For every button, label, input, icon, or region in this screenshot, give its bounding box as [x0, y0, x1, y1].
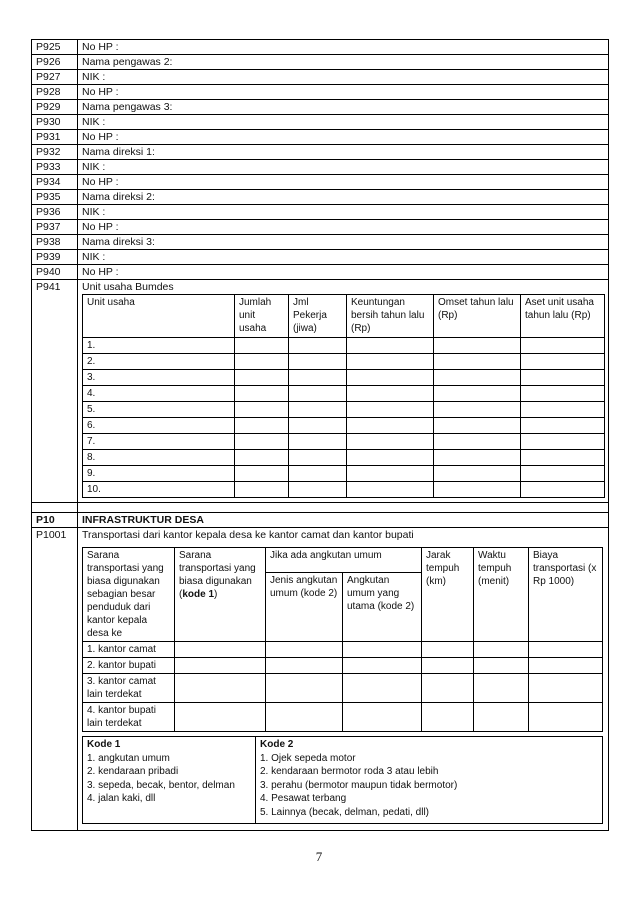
input-cell[interactable]: [289, 434, 347, 450]
kode1-item: 3. sepeda, becak, bentor, delman: [87, 779, 235, 791]
input-cell[interactable]: [266, 658, 343, 674]
question-row: [31, 190, 609, 205]
question-code: P940: [32, 265, 78, 279]
question-text: Transportasi dari kantor kepala desa ke kantor camat dan kantor bupati: [82, 529, 414, 541]
input-cell[interactable]: [343, 674, 422, 703]
simple-rows: [31, 39, 609, 280]
input-cell[interactable]: [474, 703, 529, 732]
question-row: [31, 130, 609, 145]
input-cell[interactable]: [521, 402, 605, 418]
input-cell[interactable]: [434, 418, 521, 434]
destination-label: 2. kantor bupati: [83, 658, 175, 674]
question-code: P930: [32, 115, 78, 129]
row-number: 9.: [83, 466, 235, 482]
input-cell[interactable]: [266, 642, 343, 658]
row-number: 8.: [83, 450, 235, 466]
kode1-item: 1. angkutan umum: [87, 752, 170, 764]
input-cell[interactable]: [289, 370, 347, 386]
question-code: P937: [32, 220, 78, 234]
input-cell[interactable]: [434, 482, 521, 498]
question-row: [31, 55, 609, 70]
destination-label: 4. kantor bupati lain terdekat: [83, 703, 175, 732]
question-text[interactable]: NIK :: [82, 116, 106, 128]
question-code: P935: [32, 190, 78, 204]
input-cell[interactable]: [521, 434, 605, 450]
question-text[interactable]: NIK :: [82, 71, 106, 83]
question-text[interactable]: No HP :: [82, 131, 119, 143]
input-cell[interactable]: [521, 354, 605, 370]
question-code: P1001: [32, 528, 78, 830]
header-jml-pekerja: Jml Pekerja (jiwa): [289, 295, 347, 338]
input-cell[interactable]: [474, 642, 529, 658]
row-number: 5.: [83, 402, 235, 418]
input-cell[interactable]: [235, 386, 289, 402]
question-row: [31, 115, 609, 130]
question-code: P927: [32, 70, 78, 84]
question-row: [31, 175, 609, 190]
input-cell[interactable]: [434, 354, 521, 370]
header-sarana-kode1: Sarana transportasi yang biasa digunakan (kode 1): [175, 548, 266, 642]
section-row: [31, 513, 609, 528]
input-cell[interactable]: [434, 434, 521, 450]
input-cell[interactable]: [422, 703, 474, 732]
input-cell[interactable]: [235, 434, 289, 450]
header-jarak: Jarak tempuh (km): [422, 548, 474, 642]
input-cell[interactable]: [347, 482, 434, 498]
input-cell[interactable]: [235, 402, 289, 418]
kode1-item: 4. jalan kaki, dll: [87, 793, 156, 804]
input-cell[interactable]: [347, 434, 434, 450]
destination-label: 3. kantor camat lain terdekat: [83, 674, 175, 703]
kode2-cell: [256, 737, 603, 824]
table-row: [83, 482, 605, 498]
page-number: 7: [315, 849, 323, 864]
table-row: [83, 370, 605, 386]
input-cell[interactable]: [289, 386, 347, 402]
question-text[interactable]: Nama pengawas 2:: [82, 56, 173, 68]
input-cell[interactable]: [521, 418, 605, 434]
row-number: 2.: [83, 354, 235, 370]
kode1-cell: [83, 737, 256, 824]
question-text[interactable]: No HP :: [82, 176, 119, 188]
input-cell[interactable]: [235, 370, 289, 386]
p1001-block: [31, 528, 609, 831]
input-cell[interactable]: [175, 674, 266, 703]
input-cell[interactable]: [289, 354, 347, 370]
question-row: [31, 70, 609, 85]
question-row: [31, 39, 609, 55]
row-number: 10.: [83, 482, 235, 498]
table-row: [83, 434, 605, 450]
section-title: INFRASTRUKTUR DESA: [82, 514, 204, 526]
question-text[interactable]: Nama direksi 2:: [82, 191, 155, 203]
input-cell[interactable]: [434, 386, 521, 402]
input-cell[interactable]: [347, 338, 434, 354]
unit-usaha-table: [82, 294, 605, 498]
input-cell[interactable]: [529, 658, 603, 674]
destination-label: 1. kantor camat: [83, 642, 175, 658]
header-unit-usaha: Unit usaha: [83, 295, 235, 338]
header-omset: Omset tahun lalu (Rp): [434, 295, 521, 338]
blank-row: [31, 503, 609, 513]
question-code: P926: [32, 55, 78, 69]
input-cell[interactable]: [235, 338, 289, 354]
question-text[interactable]: No HP :: [82, 221, 119, 233]
table-row: [83, 354, 605, 370]
input-cell[interactable]: [521, 466, 605, 482]
kode2-item: 3. perahu (bermotor maupun tidak bermotor): [260, 779, 458, 791]
question-code: P931: [32, 130, 78, 144]
question-text[interactable]: Nama pengawas 3:: [82, 101, 173, 113]
input-cell[interactable]: [289, 450, 347, 466]
input-cell[interactable]: [347, 418, 434, 434]
question-row: [31, 235, 609, 250]
input-cell[interactable]: [521, 370, 605, 386]
question-row: [31, 100, 609, 115]
input-cell[interactable]: [343, 703, 422, 732]
input-cell[interactable]: [235, 482, 289, 498]
question-code: P941: [32, 280, 78, 502]
question-text[interactable]: Nama direksi 3:: [82, 236, 155, 248]
question-text[interactable]: NIK :: [82, 206, 106, 218]
input-cell[interactable]: [434, 370, 521, 386]
header-keuntungan: Keuntungan bersih tahun lalu (Rp): [347, 295, 434, 338]
input-cell[interactable]: [434, 466, 521, 482]
header-jenis-angkutan: Jenis angkutan umum (kode 2): [266, 573, 343, 642]
question-code: P939: [32, 250, 78, 264]
input-cell[interactable]: [266, 674, 343, 703]
input-cell[interactable]: [289, 402, 347, 418]
question-code: P928: [32, 85, 78, 99]
row-number: 4.: [83, 386, 235, 402]
question-text[interactable]: NIK :: [82, 251, 106, 263]
table-row: [83, 450, 605, 466]
input-cell[interactable]: [343, 658, 422, 674]
transport-table: [82, 547, 603, 732]
question-code: P933: [32, 160, 78, 174]
question-code: P934: [32, 175, 78, 189]
question-row: [31, 145, 609, 160]
row-number: 1.: [83, 338, 235, 354]
kode1-title: Kode 1: [87, 739, 121, 750]
kode2-title: Kode 2: [260, 739, 294, 750]
question-row: [31, 250, 609, 265]
table-row: [83, 642, 603, 658]
input-cell[interactable]: [422, 642, 474, 658]
header-jumlah-unit: Jumlah unit usaha: [235, 295, 289, 338]
input-cell[interactable]: [474, 674, 529, 703]
question-row: [31, 205, 609, 220]
input-cell[interactable]: [289, 482, 347, 498]
input-cell[interactable]: [521, 450, 605, 466]
input-cell[interactable]: [347, 402, 434, 418]
input-cell[interactable]: [474, 658, 529, 674]
kode2-item: 5. Lainnya (becak, delman, pedati, dll): [260, 806, 429, 818]
question-row: [31, 220, 609, 235]
input-cell[interactable]: [521, 386, 605, 402]
input-cell[interactable]: [422, 658, 474, 674]
section-code: P10: [32, 513, 78, 527]
input-cell[interactable]: [289, 466, 347, 482]
header-biaya: Biaya transportasi (x Rp 1000): [529, 548, 603, 642]
table-row: [83, 658, 603, 674]
input-cell[interactable]: [347, 354, 434, 370]
header-waktu: Waktu tempuh (menit): [474, 548, 529, 642]
input-cell[interactable]: [266, 703, 343, 732]
input-cell[interactable]: [434, 402, 521, 418]
input-cell[interactable]: [529, 703, 603, 732]
input-cell[interactable]: [235, 354, 289, 370]
question-code: P938: [32, 235, 78, 249]
input-cell[interactable]: [289, 418, 347, 434]
question-text[interactable]: Nama direksi 1:: [82, 146, 155, 158]
table-row: [83, 466, 605, 482]
p941-block: [31, 280, 609, 503]
table-row: [83, 402, 605, 418]
input-cell[interactable]: [434, 450, 521, 466]
row-number: 7.: [83, 434, 235, 450]
question-text[interactable]: No HP :: [82, 41, 119, 53]
question-row: [31, 85, 609, 100]
question-text[interactable]: No HP :: [82, 266, 119, 278]
input-cell[interactable]: [521, 482, 605, 498]
table-row: [83, 703, 603, 732]
input-cell[interactable]: [347, 386, 434, 402]
header-jika-angkutan: Jika ada angkutan umum: [266, 548, 422, 573]
table-row: [83, 418, 605, 434]
input-cell[interactable]: [521, 338, 605, 354]
input-cell[interactable]: [347, 370, 434, 386]
input-cell[interactable]: [347, 466, 434, 482]
input-cell[interactable]: [422, 674, 474, 703]
question-code: P936: [32, 205, 78, 219]
header-angkutan-utama: Angkutan umum yang utama (kode 2): [343, 573, 422, 642]
input-cell[interactable]: [175, 658, 266, 674]
question-text: Unit usaha Bumdes: [82, 281, 174, 293]
input-cell[interactable]: [175, 703, 266, 732]
input-cell[interactable]: [289, 338, 347, 354]
input-cell[interactable]: [235, 418, 289, 434]
kode1-item: 2. kendaraan pribadi: [87, 766, 179, 777]
input-cell[interactable]: [235, 450, 289, 466]
kode2-item: 1. Ojek sepeda motor: [260, 752, 356, 764]
table-row: [83, 386, 605, 402]
question-code: P929: [32, 100, 78, 114]
input-cell[interactable]: [235, 466, 289, 482]
question-row: [31, 265, 609, 280]
table-row: [83, 674, 603, 703]
table-row: [83, 338, 605, 354]
header-aset: Aset unit usaha tahun lalu (Rp): [521, 295, 605, 338]
question-text[interactable]: NIK :: [82, 161, 106, 173]
kode2-item: 2. kendaraan bermotor roda 3 atau lebih: [260, 766, 439, 777]
question-row: [31, 160, 609, 175]
question-text[interactable]: No HP :: [82, 86, 119, 98]
input-cell[interactable]: [434, 338, 521, 354]
input-cell[interactable]: [529, 642, 603, 658]
input-cell[interactable]: [347, 450, 434, 466]
question-code: P925: [32, 40, 78, 54]
row-number: 6.: [83, 418, 235, 434]
kode2-item: 4. Pesawat terbang: [260, 793, 347, 804]
kode-legend: [82, 736, 603, 824]
question-code: P932: [32, 145, 78, 159]
header-sarana-penduduk: Sarana transportasi yang biasa digunakan sebagian besar penduduk dari kantor kepala desa ke: [83, 548, 175, 642]
input-cell[interactable]: [175, 642, 266, 658]
input-cell[interactable]: [343, 642, 422, 658]
input-cell[interactable]: [529, 674, 603, 703]
row-number: 3.: [83, 370, 235, 386]
questionnaire-form: [31, 39, 609, 831]
